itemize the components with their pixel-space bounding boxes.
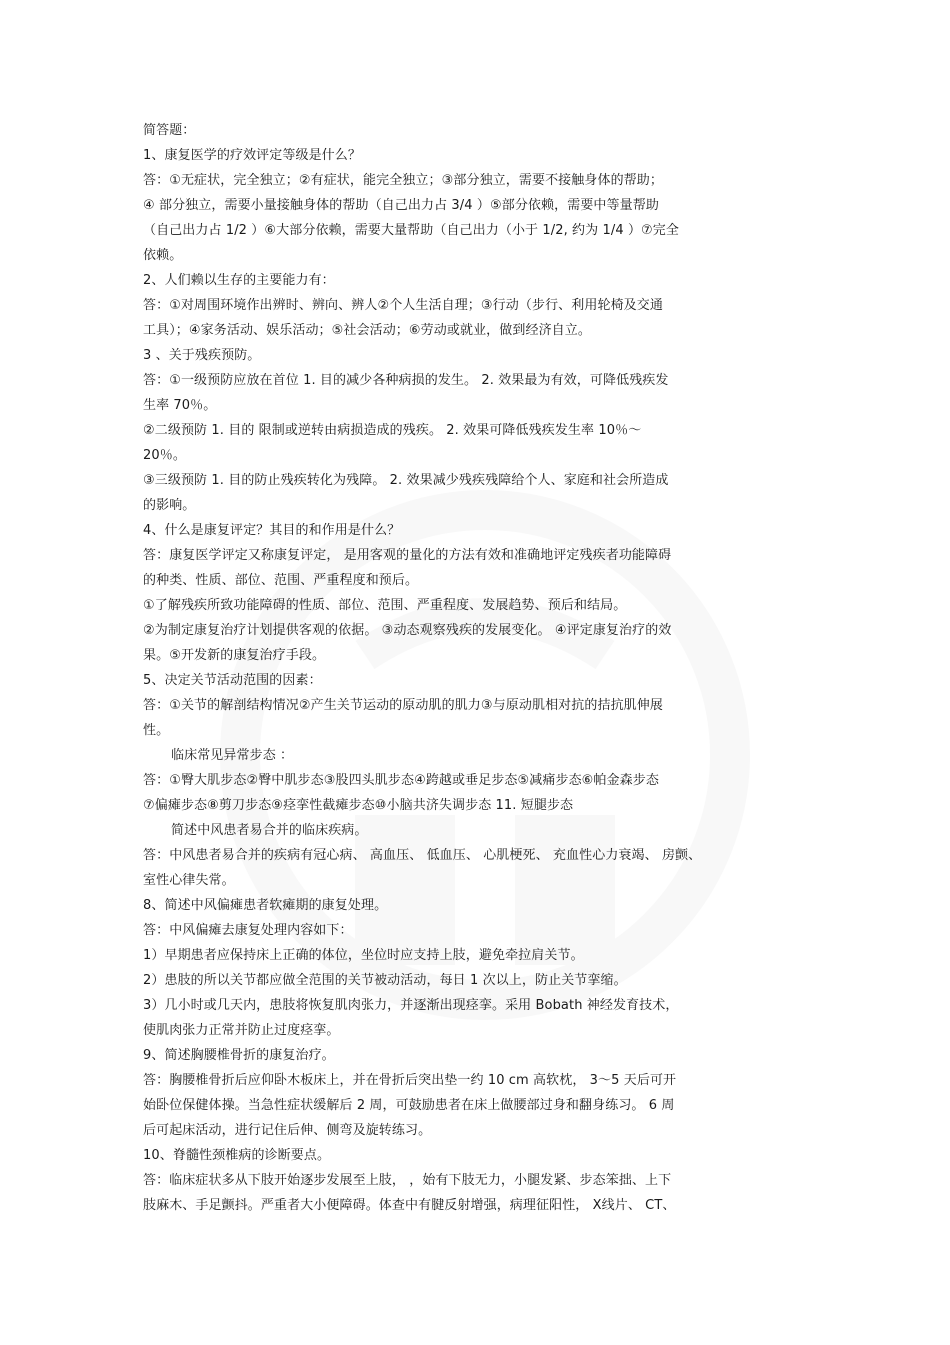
text-line: ④ 部分独立，需要小量接触身体的帮助（自己出力占 3/4 ）⑤部分依赖，需要中等量帮助 xyxy=(143,198,659,213)
text-line: 答：临床症状多从下肢开始逐步发展至上肢， ，始有下肢无力，小腿发紧、步态笨拙、上下 xyxy=(143,1173,672,1188)
text-line: 答：康复医学评定又称康复评定， 是用客观的量化的方法有效和准确地评定残疾者功能障碍 xyxy=(143,548,672,563)
text-line: 8、简述中风偏瘫患者软瘫期的康复处理。 xyxy=(143,898,388,913)
text-line: 肢麻木、手足颤抖。严重者大小便障碍。体查中有腱反射增强，病理征阳性， X线片、 CT、 xyxy=(143,1198,676,1213)
text-line: 2、人们赖以生存的主要能力有： xyxy=(143,273,335,288)
text-line: （自己出力占 1/2 ）⑥大部分依赖，需要大量帮助（自己出力（小于 1/2, 约为 1/4 ）⑦完全 xyxy=(143,223,680,238)
text-line: 依赖。 xyxy=(143,248,183,263)
text-line: ②二级预防 1. 目的 限制或逆转由病损造成的残疾。 2. 效果可降低残疾发生率 10％～ xyxy=(143,423,642,438)
text-line: 的种类、性质、部位、范围、严重程度和预后。 xyxy=(143,573,419,588)
text-line: 3 、关于残疾预防。 xyxy=(143,348,261,363)
text-line: 后可起床活动，进行记住后伸、侧弯及旋转练习。 xyxy=(143,1123,432,1138)
text-line: 简述中风患者易合并的临床疾病。 xyxy=(171,823,368,838)
text-line: 1）早期患者应保持床上正确的体位，坐位时应支持上肢，避免牵拉肩关节。 xyxy=(143,948,584,963)
text-line: 答：胸腰椎骨折后应仰卧木板床上，并在骨折后突出垫一约 10 cm 高软枕， 3～5 天后可开 xyxy=(143,1073,677,1088)
text-line: 9、简述胸腰椎骨折的康复治疗。 xyxy=(143,1048,335,1063)
text-line: 使肌肉张力正常并防止过度痉挛。 xyxy=(143,1023,340,1038)
text-line: 室性心律失常。 xyxy=(143,873,235,888)
text-line: 2）患肢的所以关节都应做全范围的关节被动活动，每日 1 次以上，防止关节挛缩。 xyxy=(143,973,627,988)
text-line: 5、决定关节活动范围的因素： xyxy=(143,673,322,688)
text-line: ②为制定康复治疗计划提供客观的依据。 ③动态观察残疾的发展变化。 ④评定康复治疗的效 xyxy=(143,623,672,638)
text-line: 生率 70％。 xyxy=(143,398,217,413)
text-line: 工具）；④家务活动、娱乐活动；⑤社会活动；⑥劳动或就业，做到经济自立。 xyxy=(143,323,591,338)
text-line: 答：①臀大肌步态②臀中肌步态③股四头肌步态④跨越或垂足步态⑤减痛步态⑥帕金森步态 xyxy=(143,773,659,788)
text-line: 答：①无症状，完全独立；②有症状，能完全独立；③部分独立，需要不接触身体的帮助； xyxy=(143,173,663,188)
text-line: 简答题： xyxy=(143,123,196,138)
text-line: 始卧位保健体操。当急性症状缓解后 2 周，可鼓励患者在床上做腰部过身和翻身练习。 6 周 xyxy=(143,1098,675,1113)
text-line: 性。 xyxy=(143,723,170,738)
text-line: 20％。 xyxy=(143,448,186,463)
text-line: 答：中风偏瘫去康复处理内容如下： xyxy=(143,923,353,938)
text-line: 果。⑤开发新的康复治疗手段。 xyxy=(143,648,326,663)
text-line: ⑦偏瘫步态⑧剪刀步态⑨痉挛性截瘫步态⑩小脑共济失调步态 11. 短腿步态 xyxy=(143,798,574,813)
text-line: 的影响。 xyxy=(143,498,196,513)
text-line: 临床常见异常步态 ： xyxy=(171,748,294,763)
text-line: 答：①对周围环境作出辨时、辨向、辨人②个人生活自理；③行动（步行、利用轮椅及交通 xyxy=(143,298,663,313)
text-line: 答：①一级预防应放在首位 1. 目的减少各种病损的发生。 2. 效果最为有效，可降低残疾发 xyxy=(143,373,669,388)
text-line: ③三级预防 1. 目的防止残疾转化为残障。 2. 效果减少残疾残障给个人、家庭和社会所造成 xyxy=(143,473,669,488)
text-line: ①了解残疾所致功能障碍的性质、部位、范围、严重程度、发展趋势、预后和结局。 xyxy=(143,598,627,613)
document-body xyxy=(143,118,815,1218)
text-line: 1、康复医学的疗效评定等级是什么？ xyxy=(143,148,361,163)
text-line: 3）几小时或几天内，患肢将恢复肌肉张力，并逐渐出现痉挛。采用 Bobath 神经发育技术， xyxy=(143,998,679,1013)
text-line: 答：中风患者易合并的疾病有冠心病、 高血压、 低血压、 心肌梗死、 充血性心力衰竭、 房颤、 xyxy=(143,848,702,863)
text-line: 答：①关节的解剖结构情况②产生关节运动的原动肌的肌力③与原动肌相对抗的拮抗肌伸展 xyxy=(143,698,663,713)
text-line: 10、脊髓性颈椎病的诊断要点。 xyxy=(143,1148,331,1163)
text-line: 4、什么是康复评定？其目的和作用是什么？ xyxy=(143,523,401,538)
